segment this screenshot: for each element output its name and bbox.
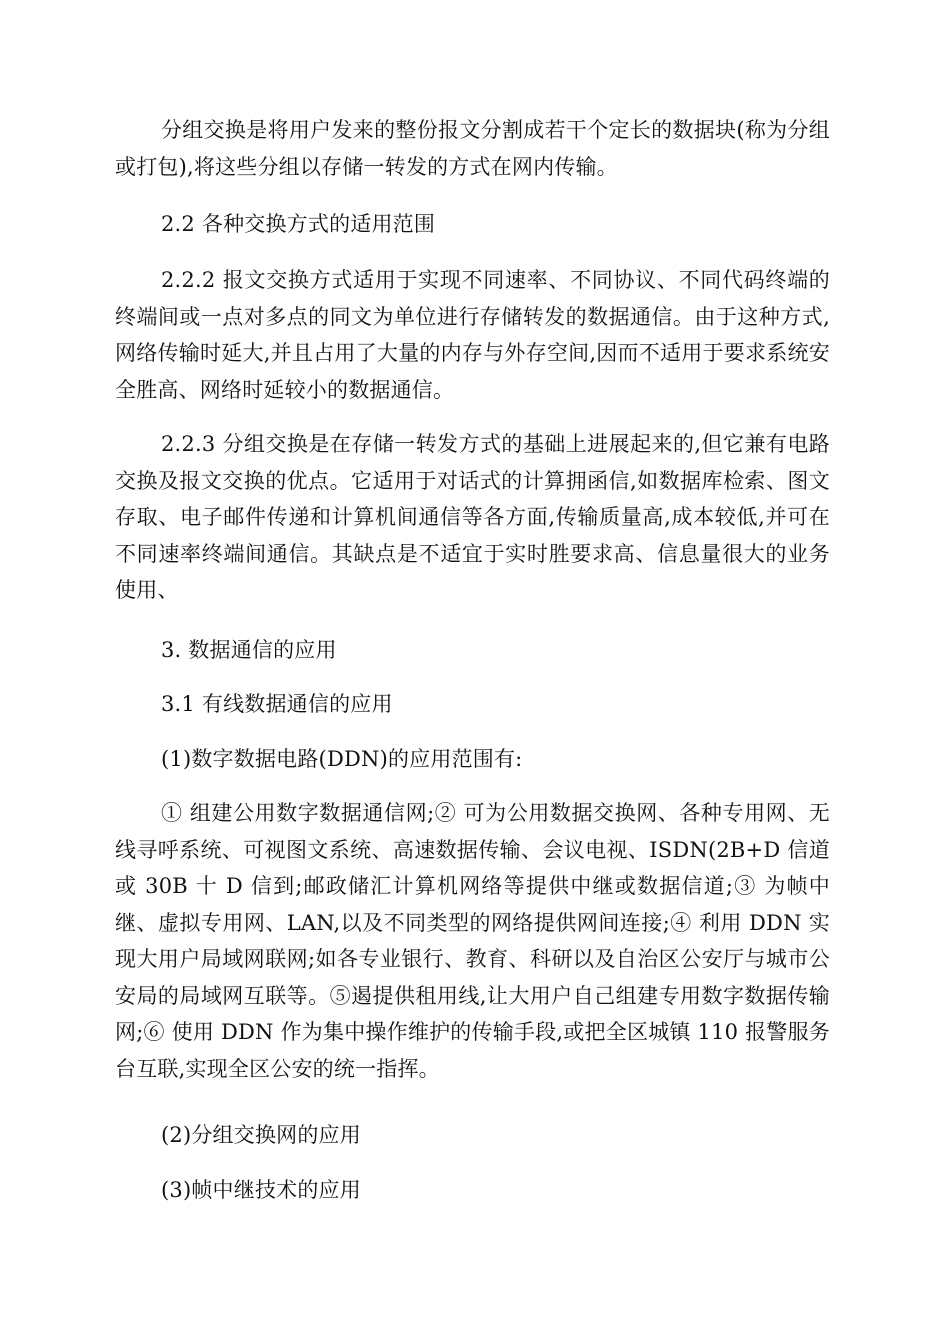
item-2-heading: (2)分组交换网的应用 (161, 1123, 361, 1147)
item-1-heading: (1)数字数据电路(DDN)的应用范围有: (161, 747, 523, 771)
paragraph-ddn-applications: ① 组建公用数字数据通信网;② 可为公用数据交换网、各种专用网、无线寻呼系统、可视图文系统、高速数据传输、会议电视、ISDN(2B+D 信道或 30B 十 D 信到;邮政储汇计算机网络等提供中继或数据信道;③ 为帧中继、虚拟专用网、LAN,以及不同类型的网络提供网间连接;④ 利用 DDN 实现大用户局域网联网;如各专业银行、教育、科研以及自治区公安厅与城市公安局的局域网互联等。⑤遏提供租用线,让大用户自己组建专用数字数据传输网;⑥ 使用 DDN 作为集中操作维护的传输手段,或把全区城镇 110 报警服务台互联,实现全区公安的统一指挥。 (115, 801, 830, 1081)
paragraph-packet-switching-definition: 分组交换是将用户发来的整份报文分割成若干个定长的数据块(称为分组或打包),将这些分组以存储一转发的方式在网内传输。 (115, 118, 830, 179)
heading-2-2: 2.2 各种交换方式的适用范围 (161, 212, 436, 236)
paragraph-2-2-3: 2.2.3 分组交换是在存储一转发方式的基础上进展起来的,但它兼有电路交换及报文交换的优点。它适用于对话式的计算拥函信,如数据库检索、图文存取、电子邮件传递和计算机间通信等各方面,传输质量高,成本较低,并可在不同速率终端间通信。其缺点是不适宜于实时胜要求高、信息量很大的业务使用、 (115, 432, 830, 602)
heading-3-1: 3.1 有线数据通信的应用 (161, 692, 393, 716)
item-3-heading: (3)帧中继技术的应用 (161, 1178, 361, 1202)
paragraph-2-2-2: 2.2.2 报文交换方式适用于实现不同速率、不同协议、不同代码终端的终端间或一点对多点的同文为单位进行存储转发的数据通信。由于这种方式,网络传输时延大,并且占用了大量的内存与外存空间,因而不适用于要求系统安全胜高、网络时延较小的数据通信。 (115, 268, 830, 402)
heading-3: 3. 数据通信的应用 (161, 638, 337, 662)
